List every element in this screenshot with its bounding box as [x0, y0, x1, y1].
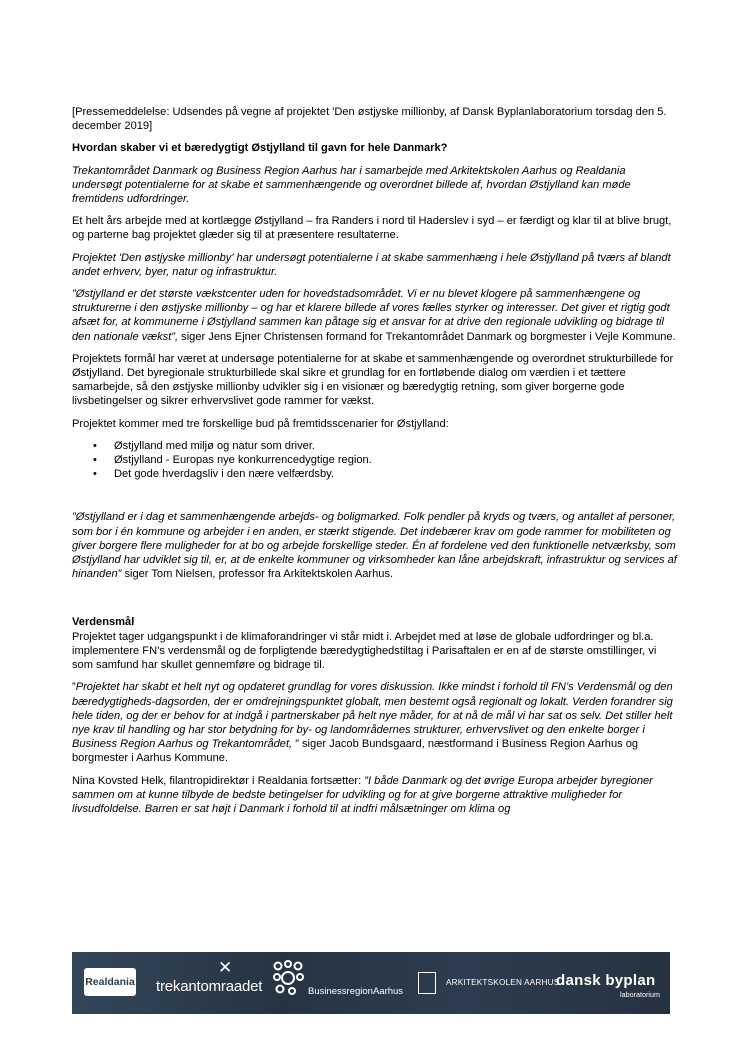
quote-paragraph — [72, 510, 678, 581]
paragraph: Projektet kommer med tre forskellige bud på fremtidsscenarier for Østjylland: — [72, 417, 449, 430]
header-note: [Pressemeddelelse: Udsendes på vegne af projektet 'Den østjyske millionby, af Dansk Byplanlaboratorium torsdag den 5. december 2019] — [72, 106, 667, 133]
trekant-star-icon: ✕ — [218, 958, 233, 977]
quote-text: ”Østjylland er det største vækstcenter uden for hovedstadsområdet. Vi er nu blevet klogere på sammenhængene og strukturerne i den østjyske millionby – og har et klarere billede af vores fælles styrker og interesser. Det giver et rigtig godt afsæt for, at kommunerne i Østjylland sammen kan påtage sig et ansvar for at drive den regionale udvikling og bidrage til den nationale vækst”, — [72, 288, 670, 343]
arkitektskolen-logo: ARKITEKTSKOLEN AARHUS — [446, 978, 560, 987]
arkitektskolen-mark-icon — [418, 972, 436, 994]
trekantomraadet-logo: trekantomraadet — [156, 978, 263, 995]
quote-attribution: ” siger Jacob Bundsgaard, næstformand i Business Region Aarhus og borgmester i Aarhus Kommune. — [72, 738, 639, 765]
scenario-list — [72, 439, 678, 482]
paragraph: Projektet tager udgangspunkt i de klimaforandringer vi står midt i. Arbejdet med at løse de globale udfordringer og bl.a. implementere FN’s verdensmål og de forpligtende bæredygtighedstiltag i Parisaftalen er en af de største omstillinger, vi som samfund har skullet gennemføre og bidrage til. — [72, 630, 657, 672]
list-item: • Østjylland - Europas nye konkurrencedygtige region. — [114, 453, 678, 467]
paragraph: Projektet 'Den østjyske millionby' har undersøgt potentialerne i at skabe sammenhæng i hele Østjylland på tværs af blandt andet erhverv, byer, natur og infrastruktur. — [72, 251, 671, 278]
paragraph: Projektets formål har været at undersøge potentialerne for at skabe et sammenhængende og overordnet strukturbillede for Østjylland. Det byregionale strukturbillede skal sikre et grundlag for en fortløbende dialog om værdien i et tættere samarbejde, så den østjyske millionby udvikler sig i en visionær og bæredygtig retning, som giver borgerne gode livsbetingelser og sikrer erhvervslivet gode rammer for vækst. — [72, 352, 674, 408]
quote-attribution: siger Jens Ejner Christensen formand for Trekantområdet Danmark og borgmester i Vejle Kommune. — [178, 330, 676, 343]
headline: Hvordan skaber vi et bæredygtigt Østjylland til gavn for hele Danmark? — [72, 142, 448, 155]
section-title: Verdensmål — [72, 616, 135, 629]
dansk-byplan-logo: dansk byplan — [556, 972, 656, 989]
quote-attribution: siger Tom Nielsen, professor fra Arkitektskolen Aarhus. — [121, 568, 394, 581]
quote-paragraph — [72, 287, 678, 344]
paragraph — [72, 774, 678, 817]
press-release-body — [72, 105, 678, 824]
quote-text: ”I både Danmark og det øvrige Europa arbejder byregioner sammen om at kunne tilbyde de bedste betingelser for udvikling og for at give borgerne attraktive muligheder for livsudfoldelse. Barren er sat højt i Danmark i forhold til at indfri målsætninger om klima og — [72, 774, 653, 815]
paragraph: Et helt års arbejde med at kortlægge Østjylland – fra Randers i nord til Haderslev i syd – er færdigt og klar til at blive brugt, og parterne bag projektet glæder sig til at præsentere resultaterne. — [72, 215, 672, 242]
quote-text: ”Østjylland er i dag et sammenhængende arbejds- og boligmarked. Folk pendler på kryds og tværs, og antallet af personer, som bor i én kommune og arbejder i en anden, er stærkt stigende. Det indebærer krav om gode rammer for mobiliteten og giver borgere flere muligheder for at bo og arbejde forskellige steder. Én af fordelene ved den funktionelle netværksby, som Østjylland har udviklet sig til, er, at de enkelte kommuner og virksomheder kan låne arbejdskraft, infrastruktur og services af hinanden” — [72, 511, 677, 581]
quote-text: Projektet har skabt et helt nyt og opdateret grundlag for vores diskussion. Ikke mindst i forhold til FN’s Verdensmål og den bæredygtigheds-dagsorden, der er omdrejningspunktet globalt, men bestemt også regionalt og lokalt. Verden forandrer sig hele tiden, og der er behov for at indgå i partnerskaber på helt nye måder, for at nå de mål vi har sat os selv. Det stiller helt nye krav til handling og har stor betydning for by- og landområdernes strukturer, erhvervslivet og den enkelte borger i Business Region Aarhus og Trekantområdet, — [72, 681, 673, 751]
lead-paragraph: Trekantområdet Danmark og Business Region Aarhus har i samarbejde med Arkitektskolen Aarhus og Realdania undersøgt potentialerne for at skabe et sammenhængende og overordnet billede af, hvordan Østjylland kan møde fremtidens udfordringer. — [72, 164, 631, 206]
quote-paragraph: ”Projektet har skabt et helt nyt og opdateret grundlag for vores diskussion. Ikke mindst i forhold til FN’s Verdensmål og den bæredygtigheds-dagsorden, der er omdrejningspunktet globalt, men bestemt også regionalt og lokalt. Verden forandrer sig hele tiden, og der er behov for at indgå i partnerskaber på helt nye måder, for at nå de mål vi har sat os selv. Det stiller helt nye krav til handling og har stor betydning for by- og landområdernes strukturer, erhvervslivet og den enkelte borger i Business Region Aarhus og Trekantområdet, ” siger Jacob Bundsgaard, næstformand i Business Region Aarhus og borgmester i Aarhus Kommune. — [72, 681, 673, 765]
business-region-aarhus-logo: BusinessregionAarhus — [308, 986, 404, 997]
realdania-logo: Realdania — [84, 968, 136, 996]
partner-logo-banner — [72, 952, 670, 1014]
dansk-byplan-subtitle: laboratorium — [620, 990, 660, 999]
quote-intro: Nina Kovsted Helk, filantropidirektør i Realdania fortsætter: — [72, 774, 365, 787]
list-item: • Det gode hverdagsliv i den nære velfærdsby. — [114, 467, 678, 481]
business-region-dots-icon — [272, 960, 308, 1000]
list-item: • Østjylland med miljø og natur som driver. — [114, 439, 678, 453]
